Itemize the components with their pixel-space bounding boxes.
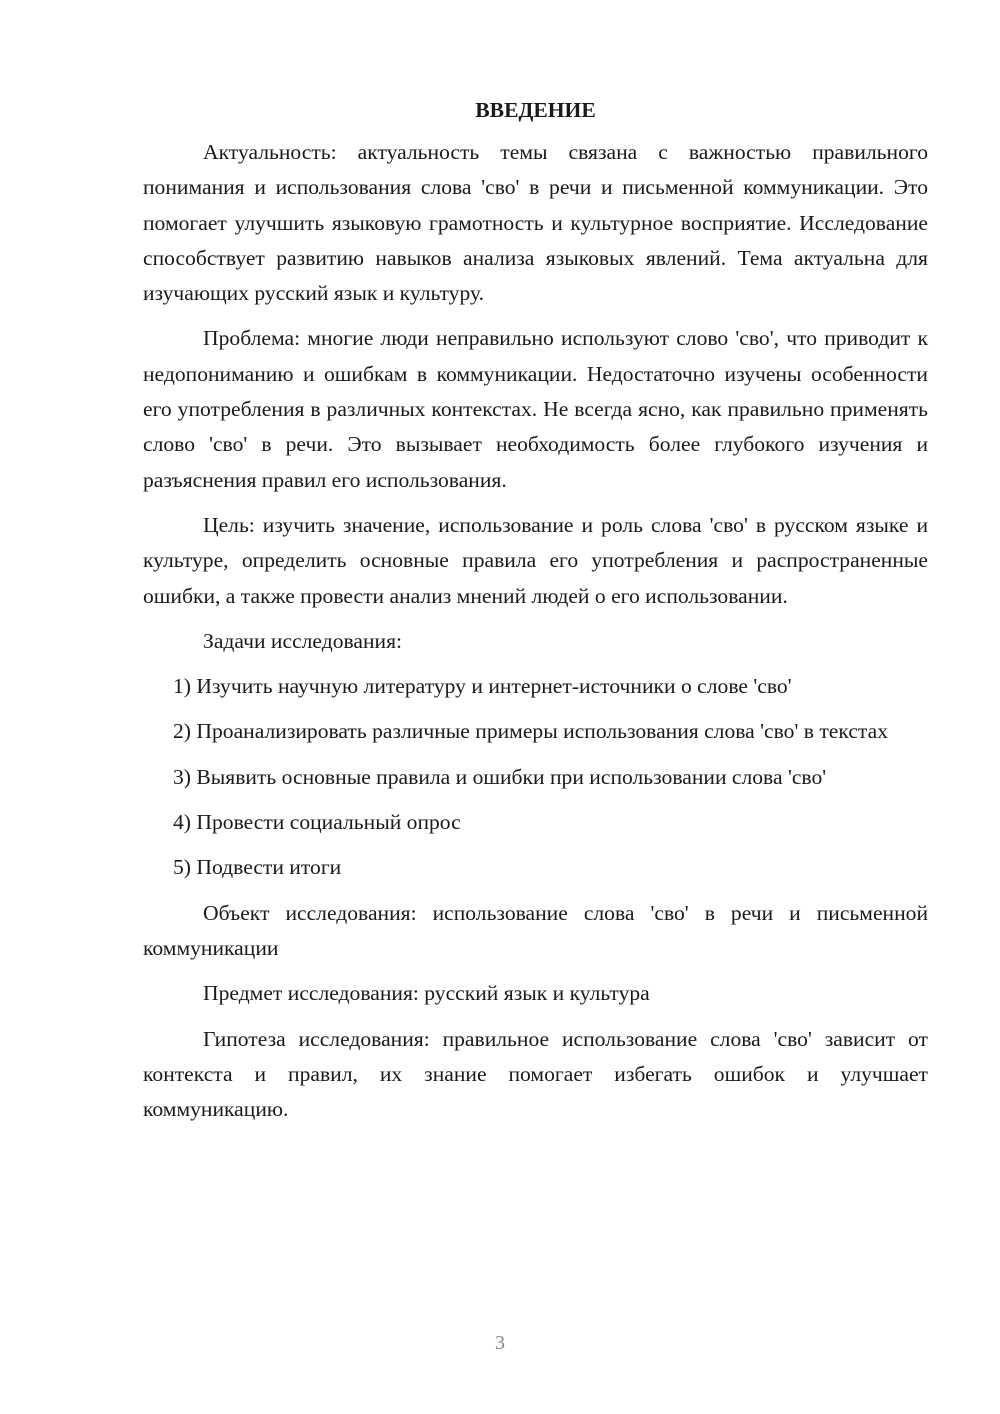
object-paragraph: Объект исследования: использование слова 'сво' в речи и письменной коммуникации xyxy=(143,900,928,960)
goal-paragraph: Цель: изучить значение, использование и роль слова 'сво' в русском языке и культуре, определить основные правила его употребления и распространенные ошибки, а также провести анализ мнений людей о его использовании. xyxy=(143,512,928,608)
task-item: 4) Провести социальный опрос xyxy=(173,810,461,835)
task-item: 2) Проанализировать различные примеры использования слова 'сво' в текстах xyxy=(173,719,888,744)
hypothesis-paragraph: Гипотеза исследования: правильное использование слова 'сво' зависит от контекста и правил, их знание помогает избегать ошибок и улучшает коммуникацию. xyxy=(143,1026,928,1122)
task-item: 1) Изучить научную литературу и интернет-источники о слове 'сво' xyxy=(173,674,792,699)
tasks-heading: Задачи исследования: xyxy=(203,628,403,653)
task-item: 3) Выявить основные правила и ошибки при использовании слова 'сво' xyxy=(173,764,827,789)
subject-paragraph: Предмет исследования: русский язык и культура xyxy=(203,981,650,1006)
problem-paragraph: Проблема: многие люди неправильно используют слово 'сво', что приводит к недопониманию и ошибкам в коммуникации. Недостаточно изучены особенности его употребления в различных контекстах. Не всегда ясно, как правильно применять слово 'сво' в речи. Это вызывает необходимость более глубокого изучения и разъяснения правил его использования. xyxy=(143,326,928,492)
page-number: 3 xyxy=(495,1332,505,1354)
tasks-list xyxy=(143,669,928,885)
section-heading: ВВЕДЕНИЕ xyxy=(475,98,596,122)
task-item: 5) Подвести итоги xyxy=(173,855,342,880)
relevance-paragraph: Актуальность: актуальность темы связана с важностью правильного понимания и использования слова 'сво' в речи и письменной коммуникации. Это помогает улучшить языковую грамотность и культурное восприятие. Исследование способствует развитию навыков анализа языковых явлений. Тема актуальна для изучающих русский язык и культуру. xyxy=(143,140,928,306)
page-body xyxy=(143,95,928,1137)
